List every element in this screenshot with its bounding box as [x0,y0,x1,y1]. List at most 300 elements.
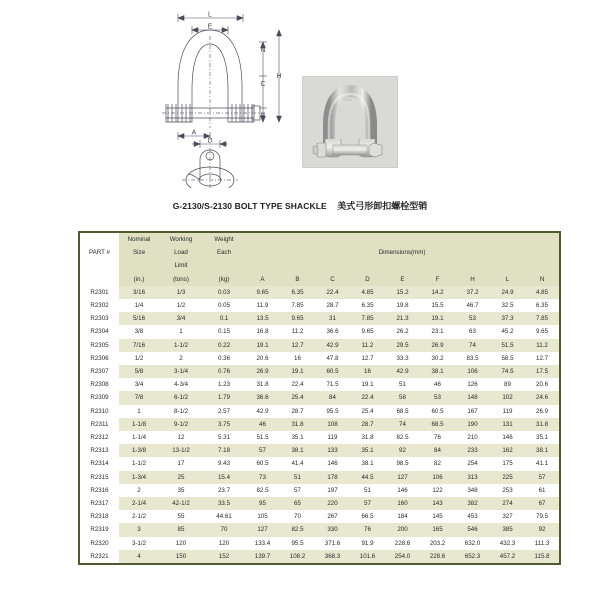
cell-value: 60.5 [420,405,455,418]
cell-value: 5/16 [119,312,159,325]
cell-value: 42.9 [315,339,350,352]
cell-value: 3/4 [119,378,159,391]
table-row [79,299,560,312]
cell-value: 47.8 [315,352,350,365]
unit-dim-d: D [350,273,385,286]
cell-value: 31.8 [350,431,385,444]
cell-value: 38.1 [350,457,385,470]
table-row [79,312,560,325]
cell-value: 7.85 [350,312,385,325]
table-row [79,523,560,536]
table-header [79,232,560,286]
cell-value: 131 [490,418,525,431]
cell-value: 382 [455,497,490,510]
cell-value: 3/16 [119,286,159,299]
cell-value: 9.43 [203,457,245,470]
cell-value: 46 [245,418,280,431]
cell-value: 1/2 [119,352,159,365]
cell-value: 51.5 [245,431,280,444]
cell-value: 11.9 [245,299,280,312]
cell-value: 0.1 [203,312,245,325]
cell-value: 1 [159,325,203,338]
table-row [79,325,560,338]
cell-value: 0.36 [203,352,245,365]
table-row [79,537,560,550]
cell-value: 25 [159,471,203,484]
cell-value: 82.5 [245,484,280,497]
cell-value: 105 [245,510,280,523]
cell-value: 146 [385,484,420,497]
cell-value: 17.5 [525,365,560,378]
unit-dim-c: C [315,273,350,286]
cell-value: 85 [159,523,203,536]
unit-dim-e: E [385,273,420,286]
cell-value: 42.9 [385,365,420,378]
cell-value: 16 [350,365,385,378]
cell-value: 233 [455,444,490,457]
cell-value: 74 [385,418,420,431]
cell-value: 19.8 [385,299,420,312]
cell-value: 23.1 [420,325,455,338]
cell-value: 1/2 [159,299,203,312]
cell-value: 57 [350,497,385,510]
cell-value: 127 [385,471,420,484]
cell-value: 15.5 [420,299,455,312]
cell-value: 31.8 [525,418,560,431]
cell-value: 9.65 [350,325,385,338]
cell-value: 38.1 [525,444,560,457]
cell-value: 5.31 [203,431,245,444]
cell-value: 453 [455,510,490,523]
cell-value: 6.35 [350,299,385,312]
header-nominal-size-line3 [119,259,159,272]
unit-row [79,273,560,286]
unit-part [79,273,119,286]
svg-text:C: C [260,81,266,88]
cell-value: 57 [245,444,280,457]
specification-table-wrap [78,231,550,565]
cell-value: 51 [350,484,385,497]
cell-part-number: R2316 [79,484,119,497]
cell-part-number: R2302 [79,299,119,312]
cell-value: 82 [420,457,455,470]
cell-value: 102 [490,391,525,404]
cell-value: 1-1/2 [119,457,159,470]
cell-value: 120 [203,537,245,550]
cell-value: 22.4 [315,286,350,299]
cell-value: 160 [385,497,420,510]
cell-value: 70 [280,510,315,523]
cell-value: 122 [420,484,455,497]
unit-nominal-size: (in.) [119,273,159,286]
header-weight-line2: Each [203,246,245,259]
cell-value: 108.2 [280,550,315,564]
cell-value: 14.2 [420,286,455,299]
cell-value: 2 [119,484,159,497]
cell-value: 101.6 [350,550,385,564]
cell-value: 70 [203,523,245,536]
cell-value: 57 [280,484,315,497]
cell-value: 368.3 [315,550,350,564]
cell-value: 200 [385,523,420,536]
cell-part-number: R2312 [79,431,119,444]
table-row [79,378,560,391]
unit-dim-l: L [490,273,525,286]
cell-value: 7/16 [119,339,159,352]
table-row [79,471,560,484]
cell-value: 74.5 [490,365,525,378]
cell-value: 145 [420,510,455,523]
cell-value: 139.7 [245,550,280,564]
cell-value: 23.7 [203,484,245,497]
cell-value: 11.2 [525,339,560,352]
cell-value: 190 [455,418,490,431]
cell-value: 76 [350,523,385,536]
cell-value: 106 [455,365,490,378]
cell-value: 98.5 [385,457,420,470]
cell-value: 76 [420,431,455,444]
cell-part-number: R2305 [79,339,119,352]
svg-text:A: A [191,129,197,137]
cell-value: 16 [280,352,315,365]
table-row [79,431,560,444]
cell-value: 162 [490,444,525,457]
cell-value: 457.2 [490,550,525,564]
title-english: G-2130/S-2130 BOLT TYPE SHACKLE [172,201,327,211]
cell-value: 26.9 [525,405,560,418]
table-row [79,352,560,365]
cell-value: 31 [315,312,350,325]
cell-value: 15.4 [203,471,245,484]
cell-value: 20.6 [245,352,280,365]
cell-part-number: R2301 [79,286,119,299]
table-body [79,286,560,564]
cell-value: 11.2 [350,339,385,352]
table-row [79,418,560,431]
cell-value: 228.6 [385,537,420,550]
cell-value: 36.6 [315,325,350,338]
table-row [79,497,560,510]
cell-value: 1-1/2 [159,339,203,352]
cell-value: 91.9 [350,537,385,550]
header-dimensions: Dimensions(mm) [245,232,560,273]
cell-value: 38.1 [280,444,315,457]
header-weight-line3 [203,259,245,272]
cell-value: 348 [455,484,490,497]
cell-value: 58.5 [490,352,525,365]
cell-value: 95.5 [315,405,350,418]
cell-value: 82.5 [280,523,315,536]
cell-value: 2-1/2 [119,510,159,523]
cell-value: 0.05 [203,299,245,312]
cell-part-number: R2314 [79,457,119,470]
cell-value: 82.5 [385,431,420,444]
cell-part-number: R2304 [79,325,119,338]
header-weight-line1: Weight [203,232,245,246]
cell-value: 30.2 [420,352,455,365]
cell-value: 26.2 [385,325,420,338]
cell-value: 146 [490,431,525,444]
cell-value: 24.6 [525,391,560,404]
cell-value: 4-3/4 [159,378,203,391]
cell-value: 12.7 [350,352,385,365]
unit-wll: (tons) [159,273,203,286]
cell-value: 95.5 [280,537,315,550]
cell-value: 26.9 [245,365,280,378]
cell-part-number: R2307 [79,365,119,378]
title-chinese: 美式弓形卸扣螺栓型销 [337,201,428,211]
cell-value: 41.4 [280,457,315,470]
cell-value: 21.3 [385,312,420,325]
cell-value: 19.1 [245,339,280,352]
cell-value: 652.3 [455,550,490,564]
cell-value: 71.5 [315,378,350,391]
cell-value: 210 [455,431,490,444]
cell-value: 68.5 [385,405,420,418]
cell-value: 3/4 [159,312,203,325]
cell-value: 28.7 [350,418,385,431]
cell-value: 7.85 [525,312,560,325]
cell-value: 254 [455,457,490,470]
cell-value: 7.85 [280,299,315,312]
cell-value: 12 [159,431,203,444]
cell-value: 20.6 [525,378,560,391]
page-title [0,196,600,214]
cell-value: 5/8 [119,365,159,378]
svg-text:H: H [276,73,282,80]
cell-value: 68.5 [420,418,455,431]
cell-value: 0.15 [203,325,245,338]
cell-value: 1-1/4 [119,431,159,444]
cell-value: 61 [525,484,560,497]
cell-value: 11.2 [280,325,315,338]
cell-value: 146 [315,457,350,470]
unit-dim-a: A [245,273,280,286]
bolt-type-shackle-photo [302,76,398,168]
cell-value: 83.5 [455,352,490,365]
cell-value: 4.85 [350,286,385,299]
header-part: PART # [79,232,119,273]
shackle-dimension-drawing [148,8,288,188]
illustration-area [0,0,600,190]
svg-text:L: L [208,11,212,19]
cell-value: 31.8 [280,418,315,431]
cell-part-number: R2318 [79,510,119,523]
cell-value: 51 [385,378,420,391]
cell-value: 148 [455,391,490,404]
cell-value: 3.75 [203,418,245,431]
cell-value: 51 [280,471,315,484]
cell-value: 17 [159,457,203,470]
cell-value: 45.2 [490,325,525,338]
cell-value: 24.9 [490,286,525,299]
cell-value: 60.5 [315,365,350,378]
cell-value: 36.6 [245,391,280,404]
cell-part-number: R2308 [79,378,119,391]
cell-part-number: R2321 [79,550,119,564]
header-nominal-size-line2: Size [119,246,159,259]
cell-value: 74 [455,339,490,352]
cell-value: 4.85 [525,286,560,299]
cell-value: 3-1/4 [159,365,203,378]
cell-value: 28.7 [315,299,350,312]
cell-value: 108 [315,418,350,431]
cell-value: 35.1 [525,431,560,444]
svg-text:D: D [207,137,213,145]
cell-value: 58 [385,391,420,404]
cell-value: 1/3 [159,286,203,299]
cell-value: 1.79 [203,391,245,404]
cell-value: 313 [455,471,490,484]
header-wll-line1: Working [159,232,203,246]
cell-part-number: R2310 [79,405,119,418]
header-wll-line2: Load [159,246,203,259]
cell-value: 330 [315,523,350,536]
cell-value: 19.1 [420,312,455,325]
cell-value: 67 [525,497,560,510]
table-row [79,405,560,418]
cell-value: 29.5 [385,339,420,352]
cell-value: 119 [315,431,350,444]
cell-part-number: R2319 [79,523,119,536]
cell-value: 1.23 [203,378,245,391]
cell-part-number: R2317 [79,497,119,510]
cell-value: 84 [315,391,350,404]
cell-value: 42.9 [245,405,280,418]
cell-value: 73 [245,471,280,484]
cell-value: 115.8 [525,550,560,564]
header-nominal-size-line1: Nominal [119,232,159,246]
table-row [79,550,560,564]
cell-value: 84 [420,444,455,457]
cell-value: 6-1/2 [159,391,203,404]
cell-value: 203.2 [420,537,455,550]
cell-value: 327 [490,510,525,523]
cell-value: 19.1 [280,365,315,378]
cell-value: 60.5 [245,457,280,470]
cell-value: 178 [315,471,350,484]
cell-value: 2 [159,352,203,365]
cell-value: 31.8 [245,378,280,391]
cell-value: 44.61 [203,510,245,523]
table-row [79,457,560,470]
svg-text:B: B [260,113,266,120]
cell-value: 44.5 [350,471,385,484]
cell-value: 7.18 [203,444,245,457]
unit-dim-h: H [455,273,490,286]
cell-value: 37.3 [490,312,525,325]
cell-value: 66.5 [350,510,385,523]
table-row [79,484,560,497]
cell-value: 33.5 [203,497,245,510]
cell-value: 126 [455,378,490,391]
cell-value: 1-3/4 [119,471,159,484]
cell-value: 165 [420,523,455,536]
cell-value: 385 [490,523,525,536]
table-row [79,444,560,457]
svg-text:E: E [207,23,213,31]
cell-part-number: R2313 [79,444,119,457]
cell-value: 111.3 [525,537,560,550]
cell-value: 1-3/8 [119,444,159,457]
cell-value: 6.35 [280,286,315,299]
cell-value: 12.7 [280,339,315,352]
cell-value: 46.7 [455,299,490,312]
cell-value: 253 [490,484,525,497]
cell-value: 274 [490,497,525,510]
cell-value: 28.7 [280,405,315,418]
cell-value: 546 [455,523,490,536]
cell-value: 12.7 [525,352,560,365]
svg-text:4 1/2: 4 1/2 [343,97,352,102]
cell-value: 120 [159,537,203,550]
cell-value: 19.1 [350,378,385,391]
cell-value: 51.5 [490,339,525,352]
cell-value: 53 [455,312,490,325]
cell-value: 9-1/2 [159,418,203,431]
cell-value: 26.9 [420,339,455,352]
header-wll-line3: Limit [159,259,203,272]
cell-value: 46 [420,378,455,391]
cell-value: 225 [490,471,525,484]
cell-value: 3-1/2 [119,537,159,550]
unit-weight: (kg) [203,273,245,286]
cell-value: 133 [315,444,350,457]
cell-value: 9.65 [525,325,560,338]
cell-value: 35.1 [350,444,385,457]
cell-value: 267 [315,510,350,523]
cell-value: 220 [315,497,350,510]
cell-part-number: R2320 [79,537,119,550]
cell-value: 0.76 [203,365,245,378]
cell-part-number: R2306 [79,352,119,365]
cell-part-number: R2315 [79,471,119,484]
cell-value: 228.6 [420,550,455,564]
cell-value: 4 [119,550,159,564]
cell-value: 0.03 [203,286,245,299]
cell-value: 184 [385,510,420,523]
cell-value: 33.3 [385,352,420,365]
cell-value: 35.1 [280,431,315,444]
cell-value: 1 [119,405,159,418]
cell-value: 37.2 [455,286,490,299]
cell-value: 25.4 [350,405,385,418]
cell-value: 22.4 [350,391,385,404]
cell-value: 13-1/2 [159,444,203,457]
cell-value: 371.6 [315,537,350,550]
cell-part-number: R2311 [79,418,119,431]
cell-value: 150 [159,550,203,564]
specification-table [78,231,561,565]
cell-value: 119 [490,405,525,418]
cell-value: 3/8 [119,325,159,338]
cell-value: 35 [159,484,203,497]
unit-dim-f: F [420,273,455,286]
svg-text:G-2130: G-2130 [328,103,338,118]
cell-value: 79.5 [525,510,560,523]
cell-value: 152 [203,550,245,564]
cell-value: 13.5 [245,312,280,325]
cell-value: 133.4 [245,537,280,550]
cell-value: 53 [420,391,455,404]
cell-part-number: R2309 [79,391,119,404]
cell-value: 6.35 [525,299,560,312]
cell-value: 632.0 [455,537,490,550]
cell-value: 65 [280,497,315,510]
table-row [79,339,560,352]
cell-value: 95 [245,497,280,510]
cell-value: 7/8 [119,391,159,404]
